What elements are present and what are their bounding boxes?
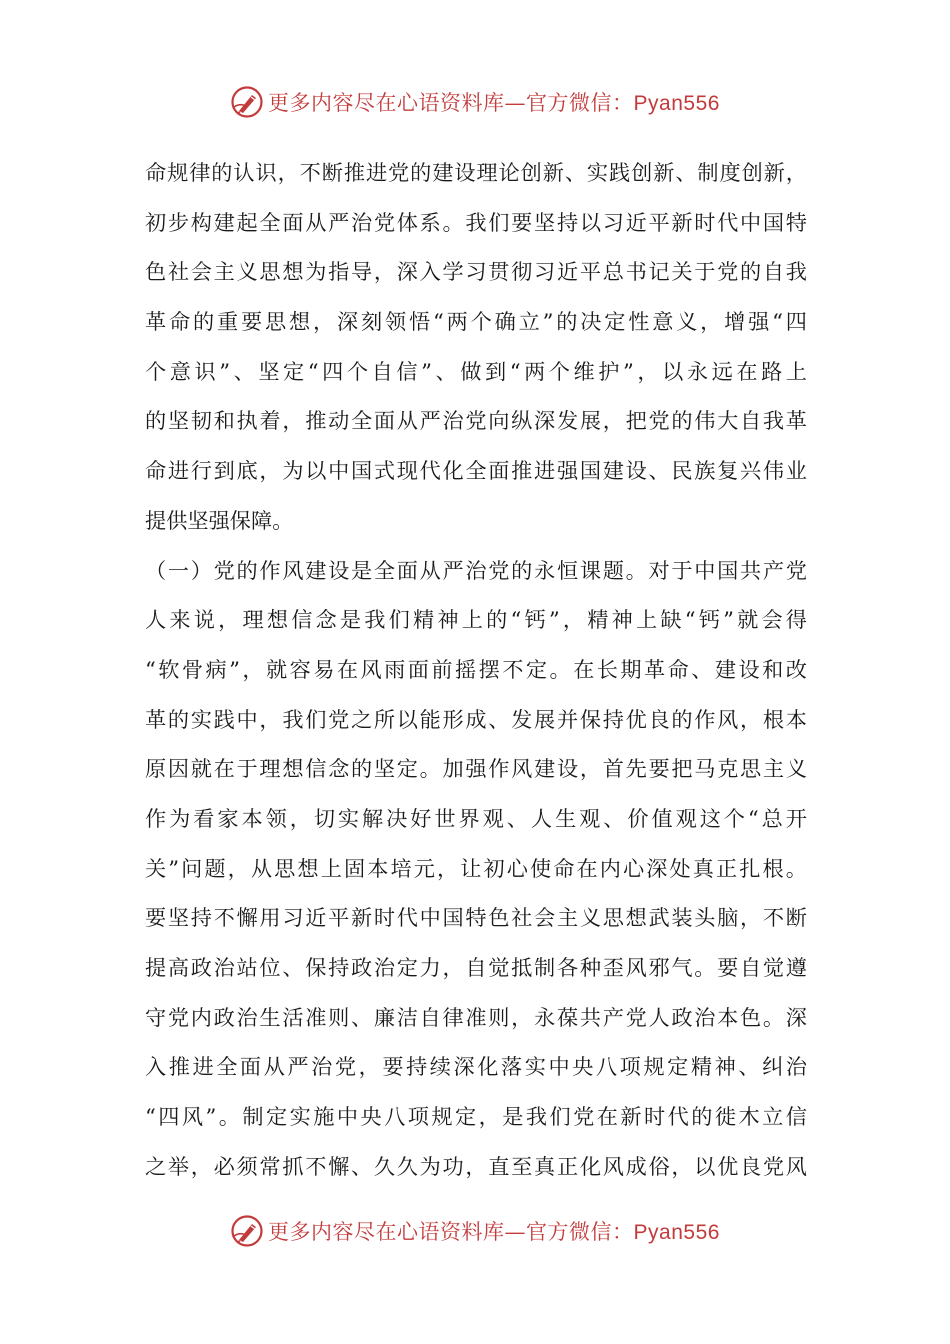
header-banner xyxy=(0,82,950,122)
text-line: 要坚持不懈用习近平新时代中国特色社会主义思想武装头脑，不断 xyxy=(145,905,807,931)
paragraph-1 xyxy=(145,148,807,546)
header-banner-text xyxy=(268,87,720,117)
text-line: 原因就在于理想信念的坚定。加强作风建设，首先要把马克思主义 xyxy=(145,756,807,782)
text-line: 革命的重要思想，深刻领悟“两个确立”的决定性意义，增强“四 xyxy=(145,309,807,335)
text-line: 命规律的认识，不断推进党的建设理论创新、实践创新、制度创新， xyxy=(145,160,807,185)
text-line: 初步构建起全面从严治党体系。我们要坚持以习近平新时代中国特 xyxy=(145,209,807,235)
text-line: 个意识”、坚定“四个自信”、做到“两个维护”，以永远在路上 xyxy=(145,358,807,384)
paragraph-2 xyxy=(145,546,807,1192)
text-line: （一）党的作风建设是全面从严治党的永恒课题。对于中国共产党 xyxy=(145,557,807,583)
text-line: 之举，必须常抓不懈、久久为功，直至真正化风成俗，以优良党风 xyxy=(145,1153,807,1179)
text-line: 提高政治站位、保持政治定力，自觉抵制各种歪风邪气。要自觉遵 xyxy=(145,955,807,980)
wechat-id: Pyan556 xyxy=(633,1221,720,1244)
text-line: 提供坚强保障。 xyxy=(145,507,294,533)
banner-message: 更多内容尽在心语资料库—官方微信： xyxy=(268,91,634,115)
footer-banner xyxy=(0,1211,950,1251)
text-line: 关”问题，从思想上固本培元，让初心使命在内心深处真正扎根。 xyxy=(145,855,807,881)
banner-message: 更多内容尽在心语资料库—官方微信： xyxy=(268,1220,634,1244)
pen-nib-logo-icon xyxy=(230,1214,264,1248)
text-line: “四风”。制定实施中央八项规定，是我们党在新时代的徙木立信 xyxy=(145,1104,807,1130)
text-line: “软骨病”，就容易在风雨面前摇摆不定。在长期革命、建设和改 xyxy=(145,656,807,682)
text-line: 入推进全面从严治党，要持续深化落实中央八项规定精神、纠治 xyxy=(145,1054,807,1080)
footer-banner-text xyxy=(268,1216,720,1246)
text-line: 守党内政治生活准则、廉洁自律准则，永葆共产党人政治本色。深 xyxy=(145,1004,807,1030)
text-line: 作为看家本领，切实解决好世界观、人生观、价值观这个“总开 xyxy=(145,805,807,831)
text-line: 革的实践中，我们党之所以能形成、发展并保持优良的作风，根本 xyxy=(145,706,807,732)
document-body xyxy=(145,148,807,1191)
text-line: 命进行到底，为以中国式现代化全面推进强国建设、民族复兴伟业 xyxy=(145,458,807,484)
text-line: 人来说，理想信念是我们精神上的“钙”，精神上缺“钙”就会得 xyxy=(145,607,807,633)
text-line: 的坚韧和执着，推动全面从严治党向纵深发展，把党的伟大自我革 xyxy=(145,408,807,434)
wechat-id: Pyan556 xyxy=(633,92,720,115)
pen-nib-logo-icon xyxy=(230,85,264,119)
text-line: 色社会主义思想为指导，深入学习贯彻习近平总书记关于党的自我 xyxy=(145,259,807,285)
